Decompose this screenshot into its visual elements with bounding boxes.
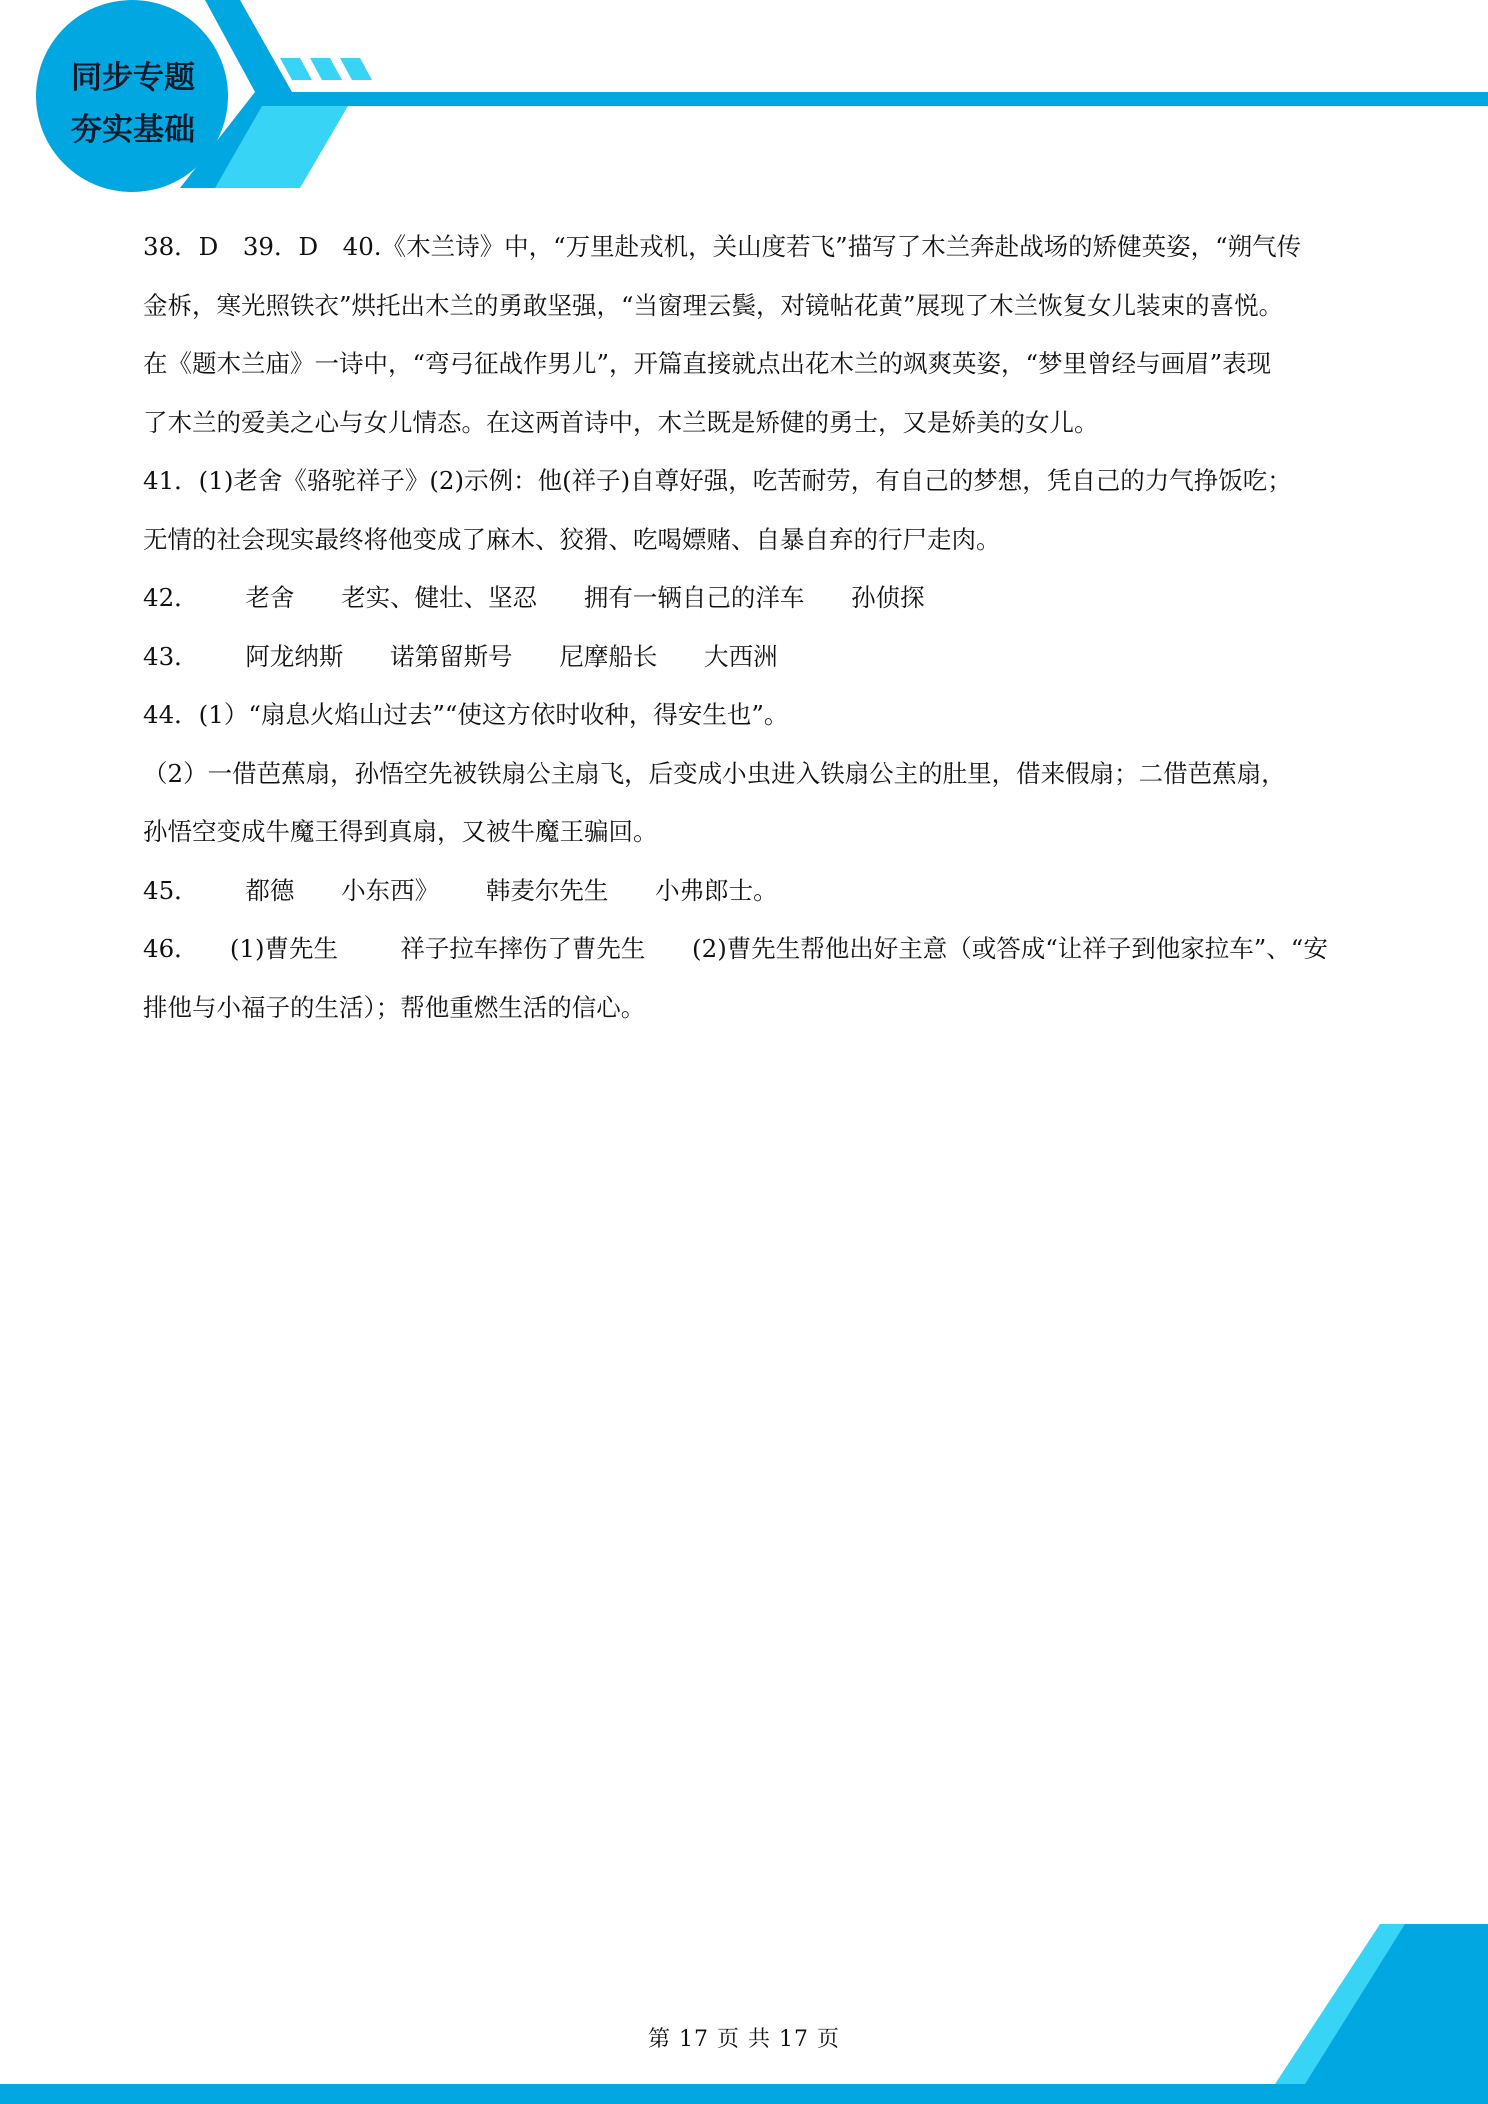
header-slash-2 [310, 58, 342, 80]
answer-line: 38．D 39．D 40.《木兰诗》中，“万里赴戎机，关山度若飞”描写了木兰奔赴战场的矫健英姿，“朔气传 [143, 232, 1302, 261]
answer-line: （2）一借芭蕉扇，孙悟空先被铁扇公主扇飞，后变成小虫进入铁扇公主的肚里，借来假扇；二借芭蕉扇， [143, 758, 1286, 788]
header-slash-3 [340, 58, 372, 80]
footer-banner [0, 1924, 1488, 2104]
answer-content [143, 218, 1348, 1037]
badge-line-2: 夯实基础 [71, 112, 195, 148]
page-number: 第 17 页 共 17 页 [648, 2027, 840, 2052]
answer-line: 金柝，寒光照铁衣”烘托出木兰的勇敢坚强，“当窗理云鬓，对镜帖花黄”展现了木兰恢复女儿装束的喜悦。 [143, 290, 1284, 320]
header-stripe [255, 92, 1488, 106]
section-badge [38, 16, 228, 192]
badge-line-1: 同步专题 [71, 60, 195, 96]
answer-line: 42． 老舍 老实、健壮、坚忍 拥有一辆自己的洋车 孙侦探 [143, 583, 925, 612]
answer-line: 43． 阿龙纳斯 诺第留斯号 尼摩船长 大西洲 [143, 641, 778, 671]
answer-line: 44．(1）“扇息火焰山过去”“使这方依时收种，得安生也”。 [143, 700, 789, 729]
header-slash-1 [280, 58, 312, 80]
answer-line: 46． (1)曹先生 祥子拉车摔伤了曹先生 (2)曹先生帮他出好主意（或答成“让祥子到他家拉车”、“安 [143, 934, 1328, 963]
answer-line: 在《题木兰庙》一诗中，“弯弓征战作男儿”，开篇直接就点出花木兰的飒爽英姿，“梦里曾经与画眉”表现 [143, 349, 1272, 378]
answer-line: 无情的社会现实最终将他变成了麻木、狡猾、吃喝嫖赌、自暴自弃的行尸走肉。 [143, 524, 1001, 554]
answer-line: 了木兰的爱美之心与女儿情态。在这两首诗中，木兰既是矫健的勇士，又是娇美的女儿。 [143, 407, 1099, 437]
footer-stripe [0, 2084, 1488, 2104]
answer-line: 排他与小福子的生活）；帮他重燃生活的信心。 [143, 992, 646, 1022]
answer-line: 45． 都德 小东西》 韩麦尔先生 小弗郎士。 [143, 875, 778, 905]
answer-line: 41．(1)老舍《骆驼祥子》(2)示例：他(祥子)自尊好强，吃苦耐劳，有自己的梦想，凭自己的力气挣饭吃； [143, 466, 1292, 495]
answer-line: 孙悟空变成牛魔王得到真扇，又被牛魔王骗回。 [143, 817, 658, 846]
